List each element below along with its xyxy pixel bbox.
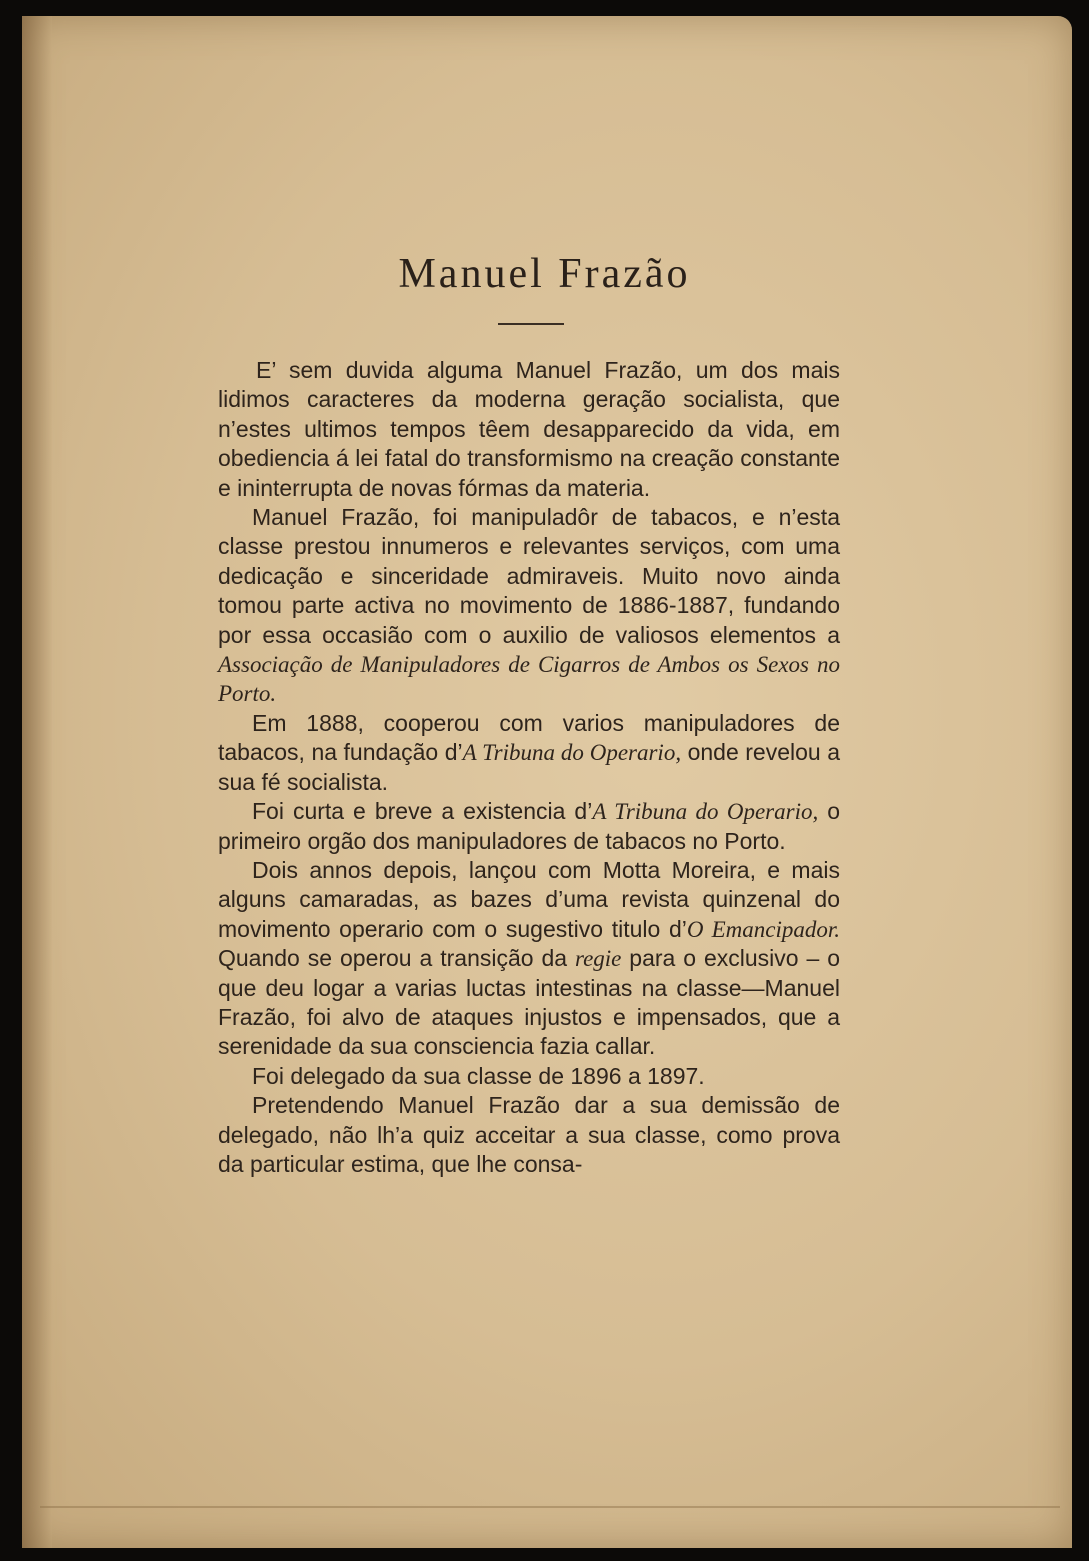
page-spine-fold (22, 16, 52, 1548)
paragraph (218, 356, 840, 503)
paragraph-text: Manuel Frazão, foi manipuladôr de tabacos, e n’esta classe prestou innumeros e relevantes serviços, com uma dedicação e sinceridade admiraveis. Muito novo ainda tomou parte activa no movimento de 1886-1887, fundando por essa occasião com o auxilio de valiosos elementos a (218, 504, 840, 648)
article-body (218, 356, 840, 1179)
italic-title-text: A Tribuna do Operario, (462, 740, 682, 766)
paragraph (218, 797, 840, 856)
italic-title-text: Associação de Manipuladores de Cigarros de Ambos os Sexos no Porto. (218, 652, 840, 707)
paragraph-text: Em 1888, cooperou com varios manipuladores de tabacos, na fundação d’ (218, 709, 840, 766)
italic-title-text: A Tribuna do Operario, (592, 799, 819, 825)
italic-title-text: O Emancipador. (686, 916, 840, 942)
paragraph-text: Pretendendo Manuel Frazão dar a sua demissão de delegado, não lh’a quiz acceitar a sua classe, como prova da particular estima, que lhe consa- (218, 1092, 840, 1177)
paragraph (218, 856, 840, 1062)
paragraph-text: Foi curta e breve a existencia d’ (252, 798, 593, 825)
paragraph (218, 503, 840, 709)
paragraph (218, 1062, 840, 1091)
page-bottom-crease (40, 1506, 1060, 1508)
paragraph (218, 709, 840, 797)
paragraph-text: E’ sem duvida alguma Manuel Frazão, um dos mais lidimos caracteres da moderna geração socialista, que n’estes ultimos tempos têem desapparecido da vida, em obediencia á lei fatal do transformismo na creação constante e ininterrupta de novas fórmas da materia. (218, 357, 840, 501)
paragraph-text: onde revelou a sua fé socialista. (218, 739, 840, 795)
paragraph-text: Dois annos depois, lançou com Motta Moreira, e mais alguns camaradas, as bazes d’uma revista quinzenal do movimento operario com o sugestivo titulo d’ (218, 856, 840, 942)
italic-title-text: regie (574, 946, 622, 972)
page-title: Manuel Frazão (398, 251, 691, 297)
paragraph-text: o primeiro orgão dos manipuladores de tabacos no Porto. (218, 798, 840, 854)
paragraph (218, 1091, 840, 1179)
paragraph-text: Foi delegado da sua classe de 1896 a 1897. (252, 1062, 705, 1089)
paragraph-text: para o exclusivo – o que deu logar a varias luctas intestinas na classe—Manuel Frazão, foi alvo de ataques injustos e impensados, que a serenidade da sua consciencia fazia callar. (218, 945, 840, 1060)
title-divider (498, 323, 564, 325)
paragraph-text: Quando se operou a transição da (218, 945, 575, 972)
